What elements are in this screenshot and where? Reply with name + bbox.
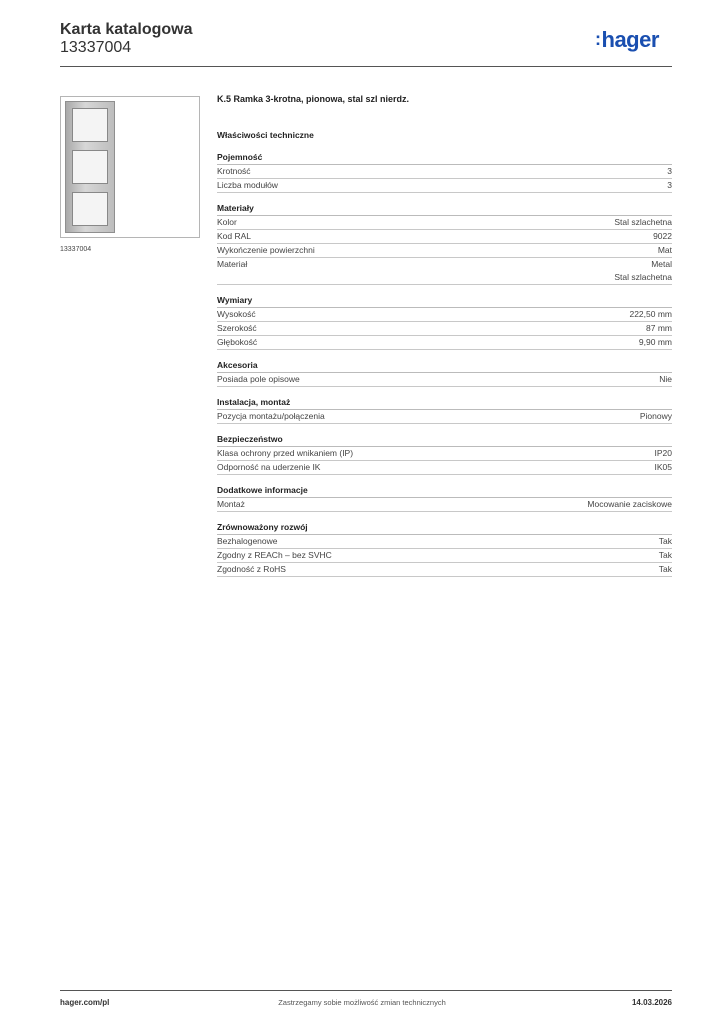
spec-section [217,520,672,577]
section-title: Bezpieczeństwo [217,432,672,447]
spec-value [653,230,672,243]
spec-label: Materiał [217,259,248,269]
spec-value-line: IP20 [654,448,672,458]
spec-value [629,308,672,321]
spec-row [217,179,672,193]
spec-value [614,216,672,229]
spec-section [217,201,672,285]
spec-row [217,322,672,336]
spec-value-line: 87 mm [646,323,672,333]
spec-value-line: Tak [658,536,672,546]
spec-label: Posiada pole opisowe [217,374,300,384]
spec-value [667,179,672,192]
spec-value-line: 9,90 mm [638,337,672,347]
footer-date: 14.03.2026 [631,998,672,1007]
spec-value [659,549,672,562]
spec-value-line: Tak [658,550,672,560]
spec-value-line: Tak [658,564,672,574]
spec-label: Kolor [217,217,237,227]
spec-label: Głębokość [217,337,258,347]
spec-row [217,563,672,577]
spec-value [640,410,672,423]
spec-value [659,373,672,386]
spec-label: Klasa ochrony przed wnikaniem (IP) [217,448,354,458]
spec-row [217,373,672,387]
product-image [60,96,200,238]
spec-row [217,535,672,549]
spec-section [217,150,672,193]
spec-label: Liczba modułów [217,180,278,190]
spec-sections [217,150,672,577]
spec-row [217,308,672,322]
spec-label: Zgodność z RoHS [217,564,286,574]
spec-label: Zgodny z REACh – bez SVHC [217,550,332,560]
spec-value-line: Stal szlachetna [614,217,672,227]
section-title: Dodatkowe informacje [217,483,672,498]
spec-value [646,322,672,335]
spec-value-line: Nie [659,374,672,384]
specs-heading: Właściwości techniczne [217,130,314,140]
spec-value [614,258,672,284]
image-caption: 13337004 [60,246,92,253]
spec-row [217,447,672,461]
spec-label: Kod RAL [217,231,252,241]
spec-value [659,535,672,548]
spec-row [217,230,672,244]
spec-value-line: Mat [657,245,672,255]
spec-section [217,293,672,350]
spec-label: Bezhalogenowe [217,536,278,546]
spec-section [217,395,672,424]
spec-row [217,216,672,230]
footer-divider [60,990,672,991]
spec-row [217,498,672,512]
product-title: K.5 Ramka 3-krotna, pionowa, stal szl nierdz. [217,94,410,104]
spec-row [217,165,672,179]
spec-label: Wykończenie powierzchni [217,245,315,255]
spec-value [639,336,672,349]
section-title: Zrównoważony rozwój [217,520,672,535]
frame-opening-icon [72,108,108,142]
section-title: Wymiary [217,293,672,308]
spec-section [217,483,672,512]
product-code: 13337004 [60,39,132,56]
footer-website-link[interactable]: hager.com/pl [60,998,110,1007]
spec-value [587,498,672,511]
footer-disclaimer: Zastrzegamy sobie możliwość zmian technicznych [278,998,446,1007]
triple-frame-icon [65,101,115,233]
spec-value-line: 9022 [653,231,672,241]
hager-logo[interactable] [595,27,659,53]
spec-row [217,244,672,258]
spec-value [667,165,672,178]
spec-label: Pozycja montażu/połączenia [217,411,325,421]
section-title: Materiały [217,201,672,216]
spec-label: Odporność na uderzenie IK [217,462,321,472]
spec-label: Montaż [217,499,245,509]
spec-value-line: Pionowy [639,411,672,421]
spec-row [217,461,672,475]
logo-text: hager [601,27,659,52]
spec-section [217,358,672,387]
spec-value-line: Mocowanie zaciskowe [587,499,672,509]
header-divider [60,66,672,67]
spec-row [217,549,672,563]
frame-opening-icon [72,150,108,184]
spec-label: Wysokość [217,309,256,319]
section-title: Pojemność [217,150,672,165]
page-title: Karta katalogowa [60,21,193,38]
spec-value [659,563,672,576]
spec-row [217,258,672,285]
spec-label: Szerokość [217,323,257,333]
spec-section [217,432,672,475]
spec-value-line: Metal [651,259,672,269]
section-title: Instalacja, montaż [217,395,672,410]
spec-value-line: 222,50 mm [629,309,672,319]
logo-dots-icon: : [595,29,601,49]
spec-value [658,244,672,257]
spec-label: Krotność [217,166,251,176]
frame-opening-icon [72,192,108,226]
spec-value-line: Stal szlachetna [614,272,672,282]
spec-value [655,447,673,460]
section-title: Akcesoria [217,358,672,373]
spec-value-line: 3 [667,166,672,176]
spec-value-line: IK05 [654,462,672,472]
spec-content [217,92,672,577]
spec-row [217,410,672,424]
spec-value-line: 3 [667,180,672,190]
spec-row [217,336,672,350]
spec-value [655,461,673,474]
